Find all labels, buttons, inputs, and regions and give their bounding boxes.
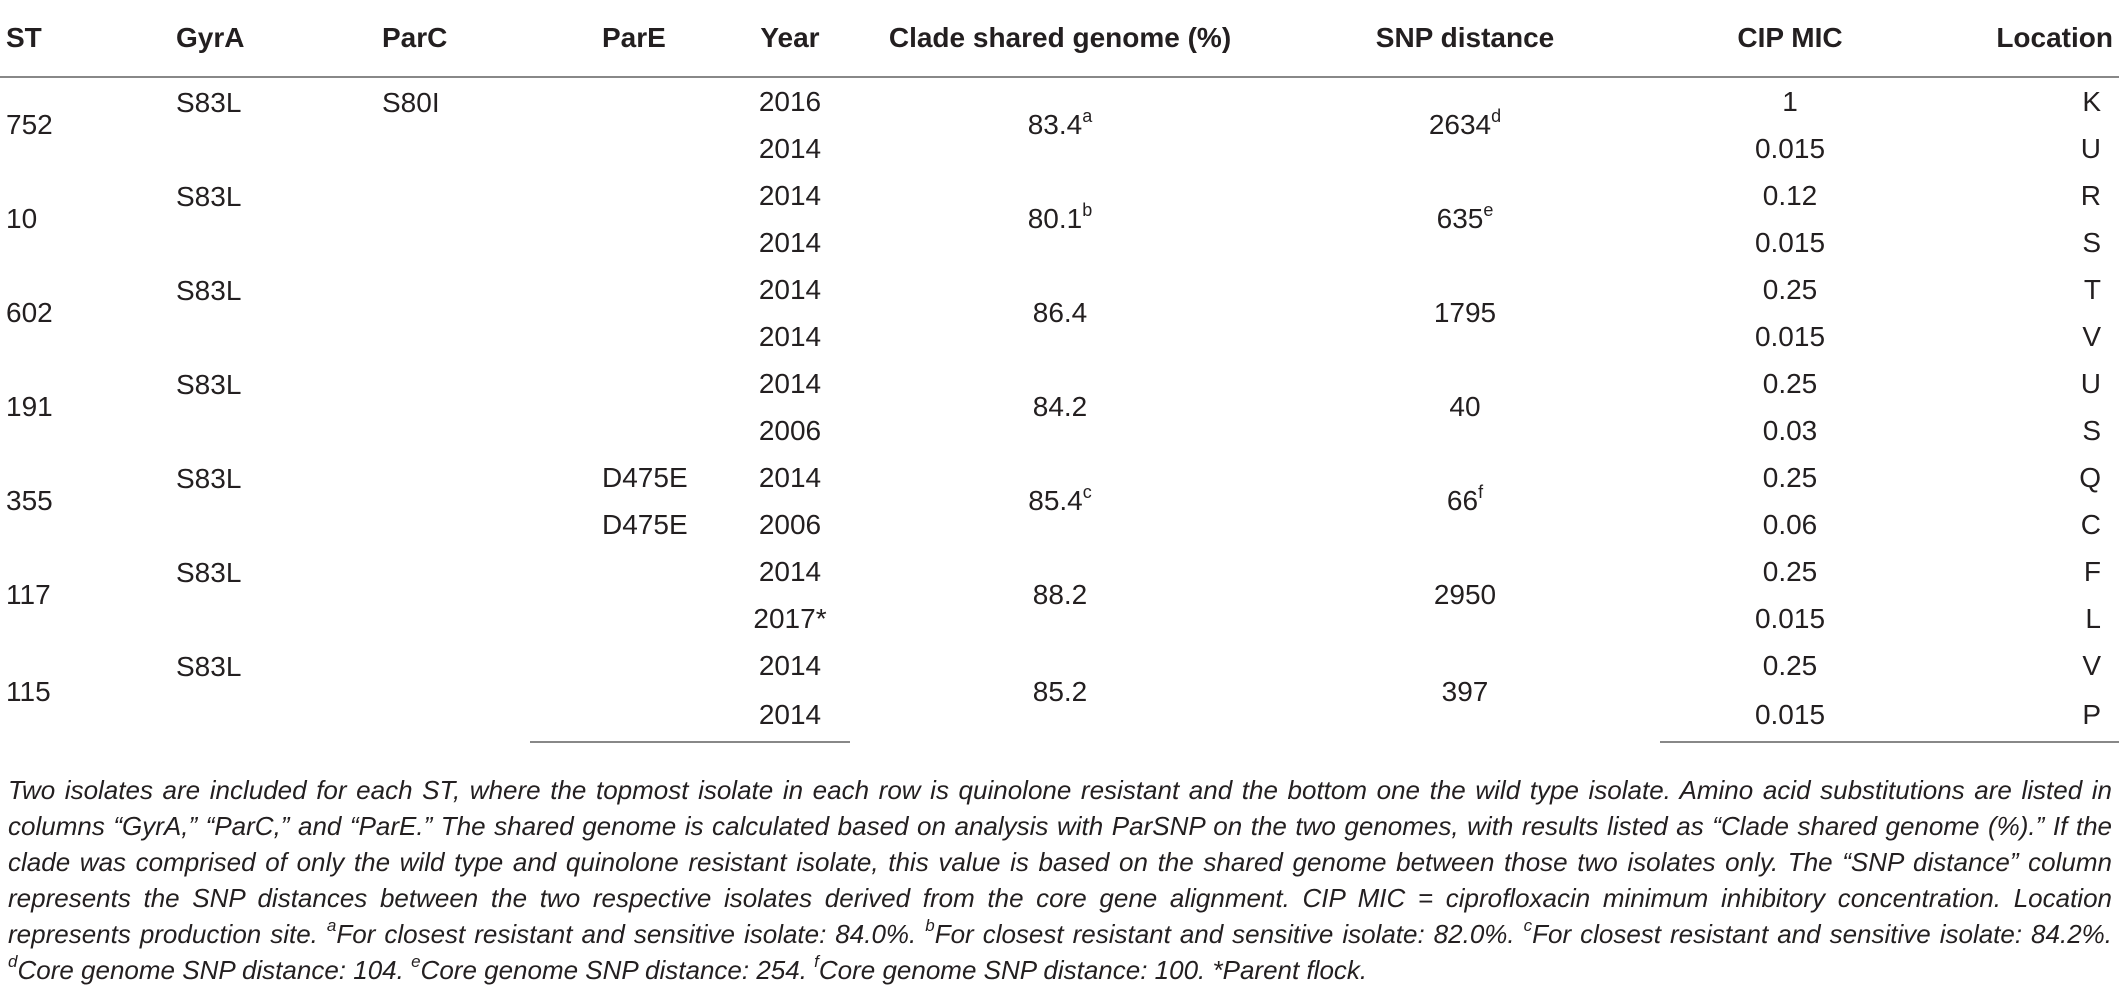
cell-snp-distance — [1270, 548, 1660, 642]
snp-distance-footnote-mark: e — [1483, 199, 1494, 220]
cell-location: C — [2080, 508, 2101, 540]
cell-location: S — [2082, 414, 2101, 446]
cell-cip-mic: 0.25 — [1762, 555, 1818, 587]
cell-pare — [530, 266, 730, 313]
cell-year: 2014 — [758, 226, 822, 258]
header-cip-mic: CIP MIC — [1660, 0, 1920, 77]
table-row — [0, 360, 2119, 407]
cell-st: 191 — [6, 391, 53, 422]
cell-location: V — [2082, 320, 2101, 352]
snp-distance-value: 2634 — [1428, 109, 1492, 140]
table-row — [0, 77, 2119, 125]
cell-year: 2014 — [758, 132, 822, 164]
header-pare: ParE — [530, 0, 730, 77]
cell-pare — [530, 407, 730, 454]
cell-year: 2014 — [758, 273, 822, 305]
cell-location: K — [2082, 85, 2101, 117]
cell-pare — [530, 313, 730, 360]
cell-cip-mic: 0.015 — [1754, 320, 1826, 352]
cell-st: 355 — [6, 485, 53, 516]
cell-gyra: S83L — [176, 181, 242, 212]
cell-gyra: S83L — [176, 275, 242, 306]
footnote-note-text: For closest resistant and sensitive isolate: 84.0%. — [336, 919, 917, 949]
cell-pare — [530, 360, 730, 407]
shared-genome-value: 85.2 — [1032, 676, 1088, 707]
snp-distance-value: 66 — [1446, 485, 1479, 516]
cell-gyra: S83L — [176, 369, 242, 400]
footnote-note-text: For closest resistant and sensitive isolate: 84.2%. — [1532, 919, 2113, 949]
cell-year: 2014 — [730, 689, 850, 742]
cell-shared-genome — [850, 642, 1270, 742]
cell-parc — [360, 548, 530, 642]
shared-genome-footnote-mark: b — [1082, 199, 1093, 220]
cell-snp-distance — [1270, 77, 1660, 172]
header-shared-genome: Clade shared genome (%) — [850, 0, 1270, 77]
cell-cip-mic: 0.015 — [1660, 689, 1920, 742]
cell-year: 2006 — [758, 414, 822, 446]
cell-cip-mic: 0.25 — [1762, 367, 1818, 399]
cell-cip-mic: 0.25 — [1762, 273, 1818, 305]
cell-st: 10 — [6, 203, 38, 234]
cell-st: 115 — [6, 676, 51, 707]
cell-location: L — [2085, 602, 2101, 634]
cell-year: 2014 — [758, 320, 822, 352]
cell-gyra: S83L — [176, 87, 242, 118]
cell-cip-mic: 0.015 — [1754, 226, 1826, 258]
header-parc: ParC — [360, 0, 530, 77]
shared-genome-value: 88.2 — [1032, 579, 1088, 610]
table-row — [0, 642, 2119, 689]
cell-shared-genome — [850, 77, 1270, 172]
cell-pare — [530, 172, 730, 219]
cell-cip-mic: 0.25 — [1762, 649, 1818, 681]
cell-shared-genome — [850, 548, 1270, 642]
snp-distance-value: 40 — [1449, 391, 1481, 422]
snp-distance-value: 2950 — [1433, 579, 1497, 610]
header-snp-distance: SNP distance — [1270, 0, 1660, 77]
cell-pare — [530, 219, 730, 266]
shared-genome-value: 80.1 — [1027, 203, 1083, 234]
cell-location: F — [2083, 555, 2101, 587]
cell-parc — [360, 266, 530, 360]
cell-cip-mic: 0.015 — [1754, 132, 1826, 164]
footnote-text — [8, 772, 2112, 988]
header-gyra: GyrA — [170, 0, 360, 77]
cell-location: T — [2083, 273, 2101, 305]
cell-year: 2014 — [758, 461, 822, 493]
cell-cip-mic: 0.12 — [1762, 179, 1818, 211]
shared-genome-value: 83.4 — [1027, 109, 1083, 140]
cell-year: 2014 — [758, 555, 822, 587]
snp-distance-value: 397 — [1441, 676, 1489, 707]
table-row — [0, 172, 2119, 219]
cell-location: P — [1920, 689, 2119, 742]
cell-gyra: S83L — [176, 463, 242, 494]
cell-parc — [360, 642, 530, 742]
cell-location: U — [2080, 367, 2101, 399]
cell-cip-mic: 0.015 — [1754, 602, 1826, 634]
cell-snp-distance — [1270, 266, 1660, 360]
cell-year: 2017* — [753, 602, 827, 634]
cell-st: 117 — [6, 579, 51, 610]
cell-pare — [530, 125, 730, 172]
cell-shared-genome — [850, 266, 1270, 360]
cell-year: 2014 — [758, 179, 822, 211]
footnote-note-text: Core genome SNP distance: 100. — [818, 955, 1206, 985]
cell-parc: S80I — [382, 87, 440, 118]
cell-shared-genome — [850, 172, 1270, 266]
shared-genome-value: 85.4 — [1028, 485, 1083, 516]
cell-location: U — [2080, 132, 2101, 164]
cell-shared-genome — [850, 360, 1270, 454]
header-row — [0, 0, 2119, 77]
cell-snp-distance — [1270, 360, 1660, 454]
cell-year: 2014 — [758, 367, 822, 399]
footnote-mark: e — [411, 952, 421, 972]
footnote-note-text: Core genome SNP distance: 104. — [17, 955, 404, 985]
footnote-note-text: Core genome SNP distance: 254. — [420, 955, 807, 985]
shared-genome-value: 84.2 — [1032, 391, 1088, 422]
cell-location: Q — [2079, 461, 2101, 493]
snp-distance-footnote-mark: d — [1491, 105, 1502, 126]
header-location: Location — [1920, 0, 2119, 77]
cell-location: R — [2080, 179, 2101, 211]
footnote-mark: b — [925, 916, 935, 936]
cell-st: 752 — [6, 109, 53, 140]
cell-pare — [530, 548, 730, 595]
cell-pare: D475E — [602, 461, 688, 493]
table-row — [0, 548, 2119, 595]
cell-pare — [530, 689, 730, 742]
cell-cip-mic: 0.06 — [1762, 508, 1818, 540]
footnote-note-text: For closest resistant and sensitive isolate: 82.0%. — [934, 919, 1515, 949]
footnote-parent-flock: *Parent flock. — [1212, 955, 1368, 985]
cell-cip-mic: 1 — [1782, 85, 1798, 117]
cell-parc — [360, 360, 530, 454]
cell-pare — [530, 595, 730, 642]
table-row — [0, 266, 2119, 313]
footnote-mark: d — [8, 952, 18, 972]
header-st: ST — [0, 0, 170, 77]
cell-shared-genome — [850, 454, 1270, 548]
cell-pare: D475E — [602, 508, 688, 540]
cell-snp-distance — [1270, 642, 1660, 742]
cell-parc — [360, 172, 530, 266]
snp-distance-value: 1795 — [1433, 297, 1497, 328]
snp-distance-footnote-mark: f — [1478, 481, 1484, 502]
shared-genome-footnote-mark: a — [1082, 105, 1093, 126]
footnote-mark: f — [814, 952, 819, 972]
cell-snp-distance — [1270, 172, 1660, 266]
table-row — [0, 454, 2119, 501]
footnote-mark: c — [1523, 916, 1533, 936]
cell-gyra: S83L — [176, 557, 242, 588]
shared-genome-value: 86.4 — [1032, 297, 1088, 328]
header-year: Year — [730, 0, 850, 77]
cell-snp-distance — [1270, 454, 1660, 548]
cell-pare — [530, 642, 730, 689]
cell-cip-mic: 0.03 — [1762, 414, 1818, 446]
cell-gyra: S83L — [176, 651, 242, 682]
table-footnote — [8, 772, 2112, 988]
cell-location: S — [2082, 226, 2101, 258]
cell-location: V — [2082, 649, 2101, 681]
footnote-main: Two isolates are included for each ST, where the topmost isolate in each row is quinolone resistant and the bottom one the wild type isolate. Amino acid substitutions are listed in columns “GyrA,” “ParC,” and “ParE.” The shared genome is calculated based on analysis with ParSNP on the two genomes, with results listed as “Clade shared genome (%).” If the clade was comprised of only the wild type and quinolone resistant isolate, this value is based on the shared genome between those two isolates only. The “SNP distance” column represents the SNP distances between the two respective isolates derived from the core gene alignment. CIP MIC = ciprofloxacin minimum inhibitory concentration. Location represents production site. — [8, 775, 2112, 949]
cell-parc — [360, 454, 530, 548]
cell-pare — [530, 77, 730, 125]
cell-year: 2014 — [758, 649, 822, 681]
cell-year: 2006 — [758, 508, 822, 540]
footnote-mark: a — [326, 916, 337, 936]
cell-year: 2016 — [758, 85, 822, 117]
shared-genome-footnote-mark: c — [1082, 481, 1092, 502]
cell-cip-mic: 0.25 — [1762, 461, 1818, 493]
snp-distance-value: 635 — [1436, 203, 1484, 234]
cell-st: 602 — [6, 297, 53, 328]
